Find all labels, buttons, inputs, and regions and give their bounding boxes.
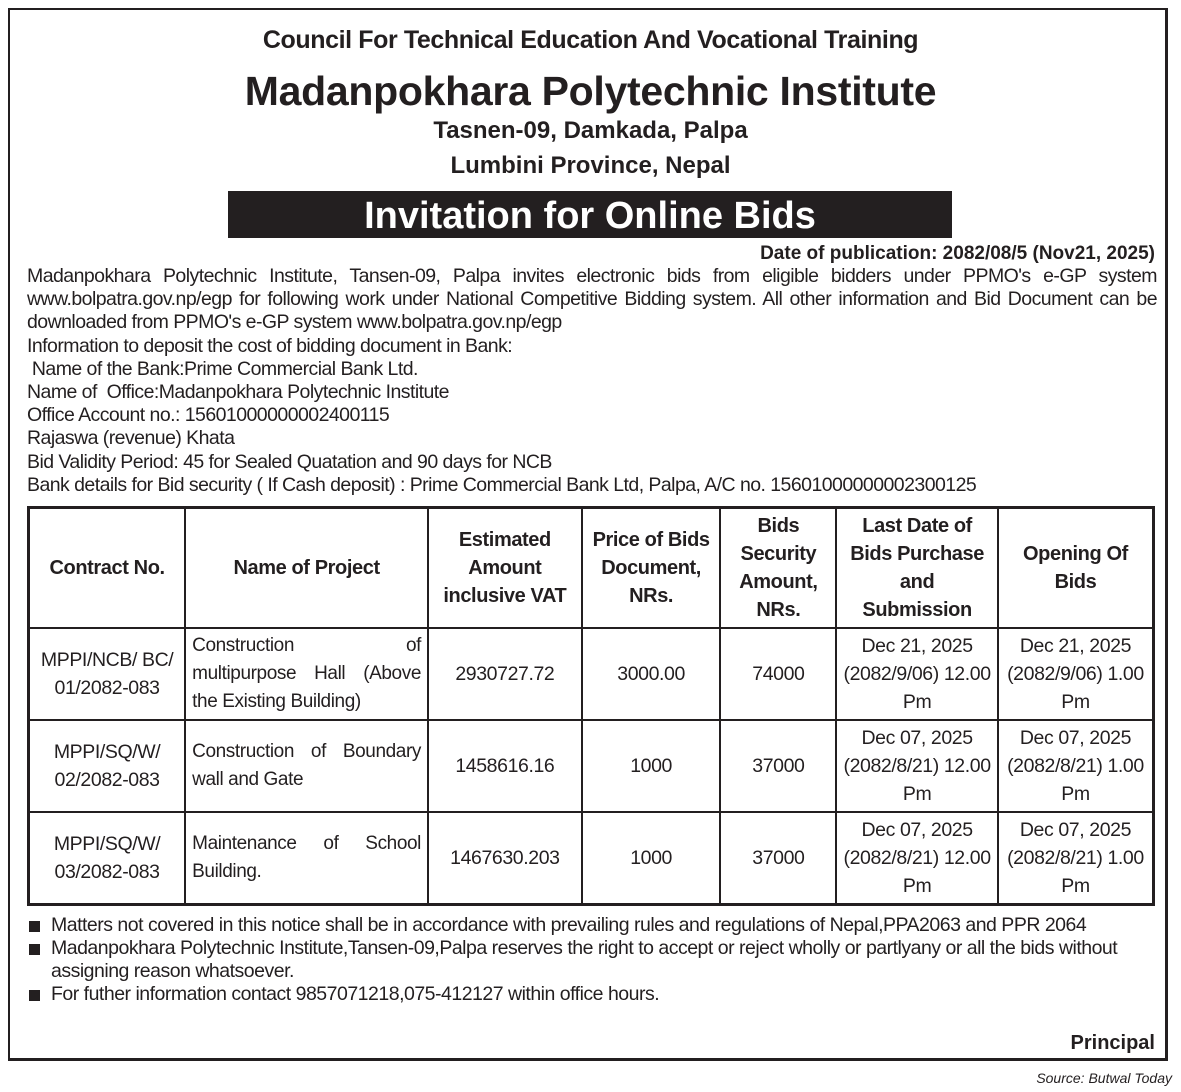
source-credit: Source: Butwal Today xyxy=(1036,1070,1172,1086)
estimated-amount: 1458616.16 xyxy=(428,720,582,812)
bank-info-line: Name of the Bank:Prime Commercial Bank Ltd. xyxy=(27,357,418,380)
opening-date: Dec 07, 2025 (2082/8/21) 1.00 Pm xyxy=(998,720,1154,812)
bid-security: 37000 xyxy=(720,812,836,905)
notes-list xyxy=(27,914,1157,1006)
bid-security: 74000 xyxy=(720,628,836,720)
publication-date: Date of publication: 2082/08/5 (Nov21, 2025) xyxy=(760,243,1155,264)
note-text: For futher information contact 9857071218,075-412127 within office hours. xyxy=(51,983,660,1005)
note-text: Matters not covered in this notice shall be in accordance with prevailing rules and regulations of Nepal,PPA2063 and PPR 2064 xyxy=(51,914,1087,936)
estimated-amount: 1467630.203 xyxy=(428,812,582,905)
bank-info-line: Rajaswa (revenue) Khata xyxy=(27,427,235,450)
last-date: Dec 07, 2025 (2082/8/21) 12.00 Pm xyxy=(836,720,998,812)
table-header-row xyxy=(29,508,1154,629)
note-text: Madanpokhara Polytechnic Institute,Tansen-09,Palpa reserves the right to accept or reject wholly or partlyany or all the bids without assigning reason whatsoever. xyxy=(51,937,1118,982)
notice-title: Invitation for Online Bids xyxy=(228,191,952,238)
project-name: Construction of multipurpose Hall (Above the Existing Building) xyxy=(185,628,428,720)
square-bullet-icon xyxy=(29,944,40,955)
note-item xyxy=(27,983,1157,1006)
col-bid-security: Bids Security Amount, NRs. xyxy=(720,508,836,629)
bank-info-line: Bank details for Bid security ( If Cash deposit) : Prime Commercial Bank Ltd, Palpa, A/C no. 15601000000002300125 xyxy=(27,473,977,496)
contract-no: MPPI/SQ/W/ 02/2082-083 xyxy=(29,720,186,812)
contract-no: MPPI/SQ/W/ 03/2082-083 xyxy=(29,812,186,905)
signature: Principal xyxy=(1070,1032,1155,1054)
col-last-date: Last Date of Bids Purchase and Submission xyxy=(836,508,998,629)
bank-info-line: Bid Validity Period: 45 for Sealed Quatation and 90 days for NCB xyxy=(27,450,552,473)
note-item xyxy=(27,914,1157,937)
bank-info-line: Name of Office:Madanpokhara Polytechnic Institute xyxy=(27,381,449,404)
col-document-price: Price of Bids Document, NRs. xyxy=(582,508,721,629)
bank-info-line: Office Account no.: 15601000000002400115 xyxy=(27,404,390,427)
contract-no: MPPI/NCB/ BC/ 01/2082-083 xyxy=(29,628,186,720)
note-item xyxy=(27,937,1157,983)
bank-info-line: Information to deposit the cost of bidding document in Bank: xyxy=(27,334,513,357)
council-name: Council For Technical Education And Vocational Training xyxy=(262,26,919,54)
intro-paragraph: Madanpokhara Polytechnic Institute, Tansen-09, Palpa invites electronic bids from eligible bidders under PPMO's e-GP system www.bolpatra.gov.np/egp for following work under National Competitive Bidding system. All other information and Bid Document can be downloaded from PPMO's e-GP system www.bolpatra.gov.np/egp xyxy=(27,265,1157,334)
institute-name: Madanpokhara Polytechnic Institute xyxy=(244,68,937,114)
square-bullet-icon xyxy=(29,921,40,932)
square-bullet-icon xyxy=(29,990,40,1001)
col-opening: Opening Of Bids xyxy=(998,508,1154,629)
project-name: Maintenance of School Building. xyxy=(185,812,428,905)
last-date: Dec 21, 2025 (2082/9/06) 12.00 Pm xyxy=(836,628,998,720)
bid-security: 37000 xyxy=(720,720,836,812)
col-estimated-amount: Estimated Amount inclusive VAT xyxy=(428,508,582,629)
document-price: 1000 xyxy=(582,720,721,812)
document-price: 1000 xyxy=(582,812,721,905)
col-project-name: Name of Project xyxy=(185,508,428,629)
notice-body xyxy=(27,265,1157,497)
bids-table xyxy=(27,506,1155,906)
table-row xyxy=(29,720,1154,812)
estimated-amount: 2930727.72 xyxy=(428,628,582,720)
table-row xyxy=(29,628,1154,720)
last-date: Dec 07, 2025 (2082/8/21) 12.00 Pm xyxy=(836,812,998,905)
col-contract-no: Contract No. xyxy=(29,508,186,629)
opening-date: Dec 07, 2025 (2082/8/21) 1.00 Pm xyxy=(998,812,1154,905)
opening-date: Dec 21, 2025 (2082/9/06) 1.00 Pm xyxy=(998,628,1154,720)
document-price: 3000.00 xyxy=(582,628,721,720)
address-line-2: Lumbini Province, Nepal xyxy=(450,152,731,179)
address-line-1: Tasnen-09, Damkada, Palpa xyxy=(433,117,748,144)
table-row xyxy=(29,812,1154,905)
project-name: Construction of Boundary wall and Gate xyxy=(185,720,428,812)
